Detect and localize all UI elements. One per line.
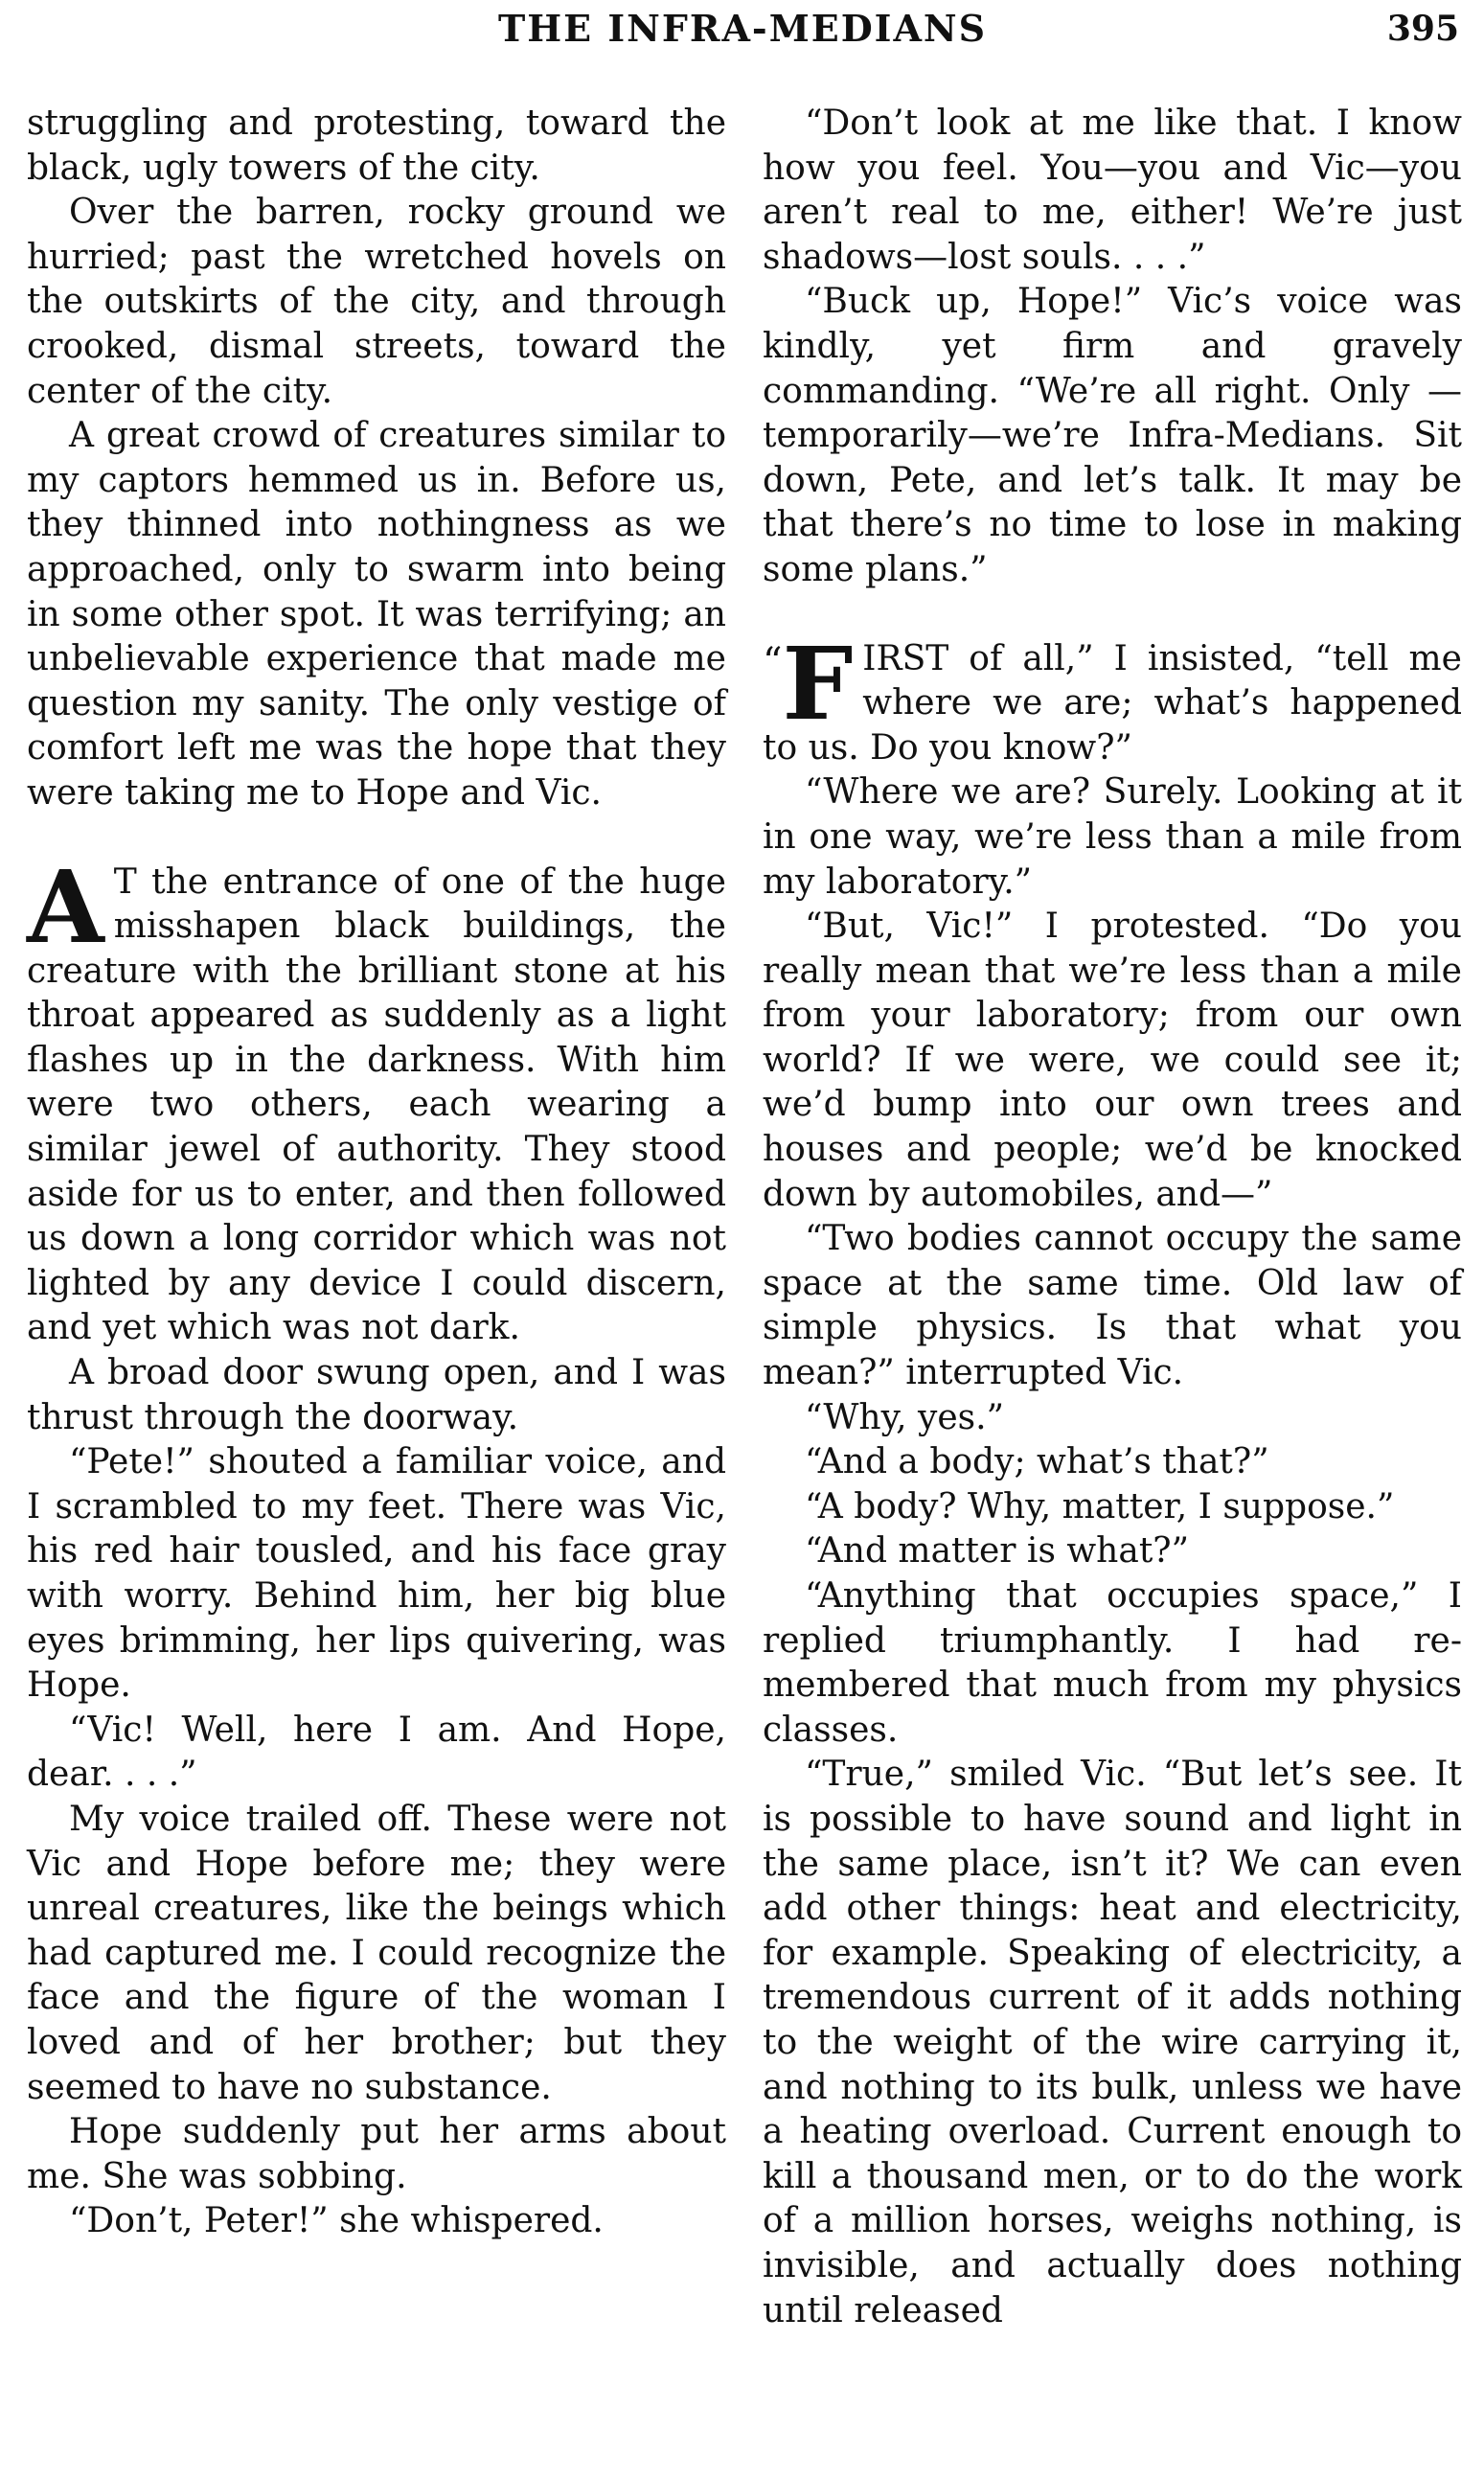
opening-quote: “ bbox=[763, 639, 783, 684]
paragraph: Hope suddenly put her arms about me. She was sobbing. bbox=[27, 2112, 726, 2196]
paragraph: “Don’t look at me like that. I know how you feel. You—you and Vic—you aren’t real to me, either! We’re just shadows—lost souls. . . .” bbox=[763, 103, 1462, 277]
section-paragraph bbox=[763, 624, 1462, 771]
paragraph: “Vic! Well, here I am. And Hope, dear. . . .” bbox=[27, 1710, 726, 1795]
running-title: THE INFRA-MEDIANS bbox=[498, 7, 988, 50]
paragraph: Over the barren, rocky ground we hurried; past the wretched hovels on the outskirts of the city, and through crooked, dismal streets, toward the center of the city. bbox=[27, 193, 726, 411]
paragraph: “And a body; what’s that?” bbox=[805, 1442, 1269, 1482]
paragraph: “A body? Why, matter, I suppose.” bbox=[805, 1486, 1395, 1526]
running-head bbox=[0, 8, 1484, 50]
drop-cap: F bbox=[782, 624, 854, 743]
right-column bbox=[763, 102, 1462, 2333]
paragraph-text: IRST of all,” I insisted, “tell me where we are; what’s happened to us. Do you know?” bbox=[763, 638, 1462, 768]
paragraph-text: T the entrance of one of the huge misshapen black buildings, the creature with the brilliant stone at his throat appeared as suddenly as a light flashes up in the darkness. With him were two others, each wearing a similar jewel of authority. They stood aside for us to enter, and then followed us down a long corridor which was not lighted by any device I could discern, and yet which was not dark. bbox=[27, 861, 726, 1348]
paragraph: My voice trailed off. These were not Vic and Hope before me; they were unreal creatures, like the beings which had captured me. I could recognize the face and the figure of the woman I loved and of her brother; but they seemed to have no substance. bbox=[27, 1799, 726, 2107]
paragraph: “Two bodies cannot occupy the same space at the same time. Old law of simple physics. Is that what you mean?” interrupted Vic. bbox=[763, 1219, 1462, 1393]
paragraph: “Why, yes.” bbox=[805, 1397, 1005, 1437]
paragraph: “Where we are? Surely. Looking at it in one way, we’re less than a mile from my laboratory.” bbox=[763, 772, 1462, 902]
page-number: 395 bbox=[1386, 9, 1459, 49]
paragraph: “True,” smiled Vic. “But let’s see. It is possible to have sound and light in the same place, isn’t it? We can even add other things: heat and electricity, for example. Speaking of electricity, a tremendous current of it adds nothing to the weight of the wire carrying it, and nothing to its bulk, unless we have a heating overload. Current enough to kill a thousand men, or to do the work of a million horses, weighs nothing, is invisible, and actually does nothing until released bbox=[763, 1755, 1462, 2330]
paragraph: “Pete!” shouted a familiar voice, and I scrambled to my feet. There was Vic, his red hair tousled, and his face gray with worry. Behind him, her big blue eyes brimming, her lips quivering, was Hope. bbox=[27, 1442, 726, 1706]
left-column bbox=[27, 102, 726, 2244]
paragraph: “Don’t, Peter!” she whispered. bbox=[69, 2201, 604, 2241]
paragraph: “And matter is what?” bbox=[805, 1531, 1189, 1572]
paragraph: “Anything that occupies space,” I replied triumphantly. I had remembered that much from my physics classes. bbox=[763, 1576, 1462, 1750]
drop-cap: A bbox=[27, 847, 104, 966]
section-paragraph bbox=[27, 847, 726, 1352]
paragraph: A great crowd of creatures similar to my captors hemmed us in. Before us, they thinned into nothingness as we approached, only to swarm into being in some other spot. It was terrifying; an unbelievable experience that made me question my sanity. The only vestige of comfort left me was the hope that they were taking me to Hope and Vic. bbox=[27, 416, 726, 813]
paragraph: “Buck up, Hope!” Vic’s voice was kindly, yet firm and gravely commanding. “We’re all right. Only —temporarily—we’re Infra-Medians. Sit down, Pete, and let’s talk. It may be that there’s no time to lose in making some plans.” bbox=[763, 282, 1462, 589]
paragraph: “But, Vic!” I protested. “Do you really mean that we’re less than a mile from your laboratory; from our own world? If we were, we could see it; we’d bump into our own trees and houses and people; we’d be knocked down by automobiles, and—” bbox=[763, 907, 1462, 1214]
paragraph: A broad door swung open, and I was thrust through the doorway. bbox=[27, 1353, 726, 1437]
paragraph: struggling and protesting, toward the black, ugly towers of the city. bbox=[27, 103, 726, 188]
